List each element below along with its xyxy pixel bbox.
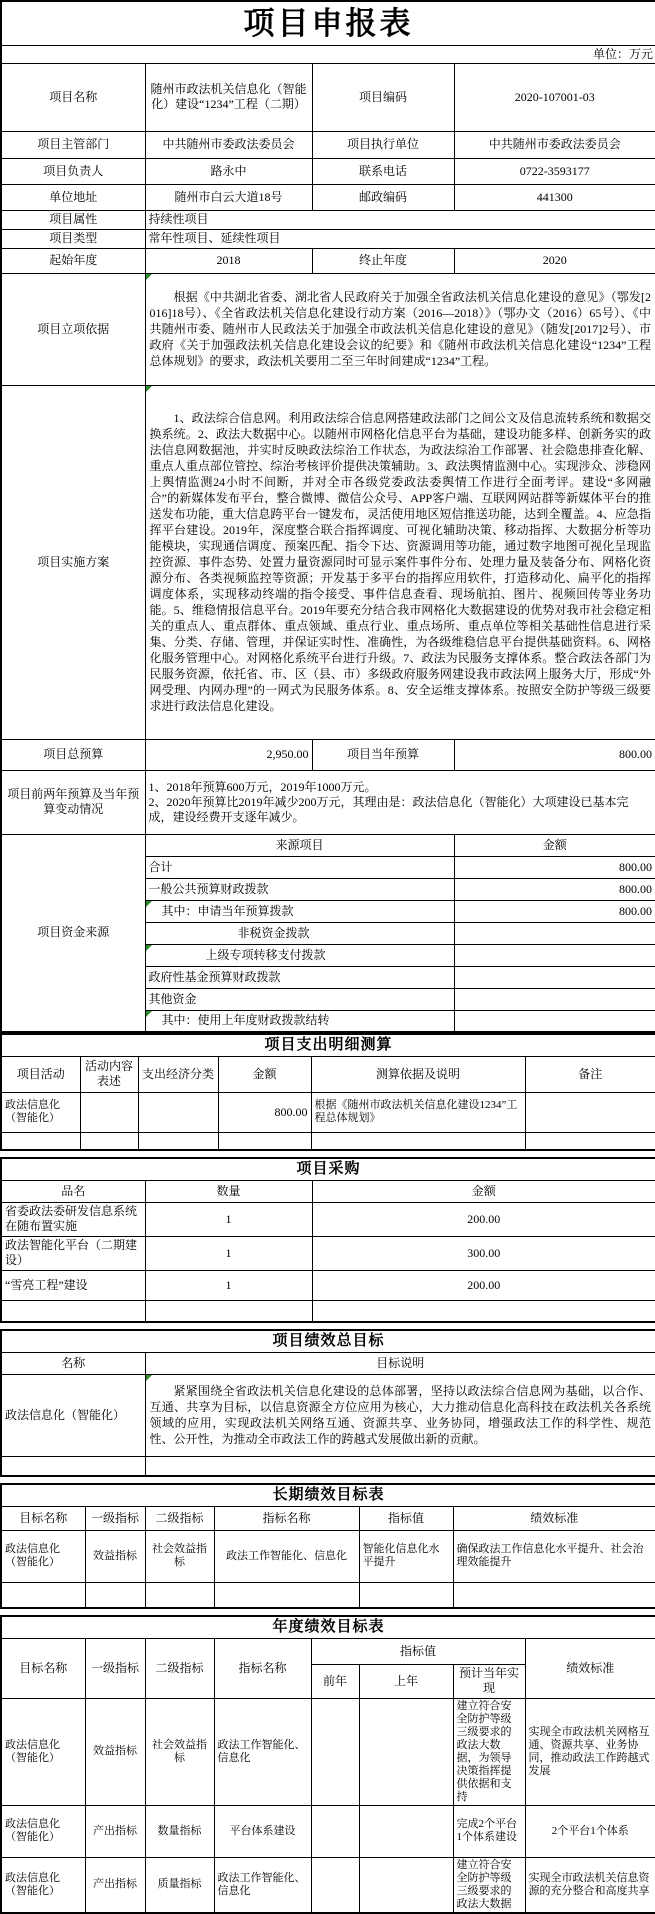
procurement-table xyxy=(0,1157,655,1323)
annual-header-prev2: 前年 xyxy=(311,1664,359,1698)
overall-goal-section-title: 项目绩效总目标 xyxy=(1,1330,655,1352)
annual-goal: 政法信息化（智能化） xyxy=(1,1698,85,1805)
annual-prev1 xyxy=(359,1857,453,1913)
unit-note: 单位：万元 xyxy=(1,45,655,63)
procurement-amount: 200.00 xyxy=(312,1270,655,1300)
project-code-label: 项目编码 xyxy=(312,63,454,131)
annual-prev1 xyxy=(359,1698,453,1805)
expense-content xyxy=(80,1132,138,1150)
annual-level2: 质量指标 xyxy=(145,1857,214,1913)
annual-header-prev1: 上年 xyxy=(359,1664,453,1698)
address-value: 随州市白云大道18号 xyxy=(145,184,312,210)
annual-prev2 xyxy=(311,1698,359,1805)
longterm-section-title: 长期绩效目标表 xyxy=(1,1484,655,1506)
exec-unit-label: 项目执行单位 xyxy=(312,131,454,158)
budget-change-value xyxy=(145,770,655,834)
project-name-value: 随州市政法机关信息化（智能化）建设“1234”工程（二期） xyxy=(145,63,312,131)
expense-note xyxy=(525,1092,655,1132)
funding-row-amount xyxy=(454,1010,655,1032)
budget-change-label: 项目前两年预算及当年预算变动情况 xyxy=(1,770,145,834)
longterm-header-level1: 一级指标 xyxy=(85,1506,145,1530)
annual-indicator: 政法工作智能化、信息化 xyxy=(214,1698,311,1805)
annual-row xyxy=(1,1857,655,1913)
expense-activity xyxy=(1,1132,80,1150)
longterm-goal: 政法信息化（智能化） xyxy=(1,1530,85,1582)
longterm-level1 xyxy=(85,1582,145,1608)
annual-header-indicator: 指标名称 xyxy=(214,1638,311,1698)
annual-goal: 政法信息化（智能化） xyxy=(1,1805,85,1857)
annual-level2: 社会效益指标 xyxy=(145,1698,214,1805)
funding-row-name: 其中：申请当年预算拨款 xyxy=(145,900,454,922)
expense-category xyxy=(138,1092,218,1132)
procurement-item xyxy=(1,1300,145,1322)
procurement-amount xyxy=(312,1300,655,1322)
longterm-goal xyxy=(1,1582,85,1608)
basis-label: 项目立项依据 xyxy=(1,273,145,385)
total-budget-label: 项目总预算 xyxy=(1,739,145,770)
annual-level1: 效益指标 xyxy=(85,1698,145,1805)
leader-value: 路永中 xyxy=(145,158,312,184)
annual-level2: 数量指标 xyxy=(145,1805,214,1857)
annual-current: 建立符合安全防护等级三级要求的政法大数据，为领导决策指挥提供依据和支持 xyxy=(453,1698,525,1805)
funding-row-amount xyxy=(454,988,655,1010)
annual-prev1 xyxy=(359,1805,453,1857)
procurement-header-amount: 金额 xyxy=(312,1180,655,1202)
year-budget-label: 项目当年预算 xyxy=(312,739,454,770)
procurement-header-qty: 数量 xyxy=(145,1180,312,1202)
annual-level1: 产出指标 xyxy=(85,1857,145,1913)
annual-header-current: 预计当年实现 xyxy=(453,1664,525,1698)
longterm-value: 智能化信息化水平提升 xyxy=(359,1530,453,1582)
expense-content xyxy=(80,1092,138,1132)
procurement-amount: 300.00 xyxy=(312,1236,655,1270)
expense-basis xyxy=(311,1132,525,1150)
annual-indicator: 政法工作智能化、信息化 xyxy=(214,1857,311,1913)
phone-value: 0722-3593177 xyxy=(454,158,655,184)
funding-row-amount xyxy=(454,966,655,988)
procurement-amount: 200.00 xyxy=(312,1202,655,1236)
expense-table xyxy=(0,1033,655,1151)
procurement-qty xyxy=(145,1300,312,1322)
expense-amount: 800.00 xyxy=(218,1092,311,1132)
annual-header-standard: 绩效标准 xyxy=(525,1638,655,1698)
annual-goal: 政法信息化（智能化） xyxy=(1,1857,85,1913)
type-label: 项目类型 xyxy=(1,229,145,248)
longterm-standard xyxy=(453,1582,655,1608)
longterm-row xyxy=(1,1530,655,1582)
overall-goal-row xyxy=(1,1456,655,1476)
expense-category xyxy=(138,1132,218,1150)
funding-row-name: 其他资金 xyxy=(145,988,454,1010)
overall-goal-description: 紧紧围绕全省政法机关信息化建设的总体部署，坚持以政法综合信息网为基础，以合作、互通、共享为目标，以信息资源全方位应用为核心，大力推动信息化高科技在政法机关各系统领域的应用，实现政法机关网络互通、资源共享、业务协同，增强政法工作的科学性、规范性、公开性，为推动全市政法工作的跨越式发展做出新的贡献。 xyxy=(145,1374,655,1456)
annual-prev2 xyxy=(311,1805,359,1857)
total-budget-value: 2,950.00 xyxy=(145,739,312,770)
overall-goal-description xyxy=(145,1456,655,1476)
annual-standard: 2个平台1个体系 xyxy=(525,1805,655,1857)
longterm-header-value: 指标值 xyxy=(359,1506,453,1530)
postcode-value: 441300 xyxy=(454,184,655,210)
type-value: 常年性项目、延续性项目 xyxy=(145,229,655,248)
funding-row-amount: 800.00 xyxy=(454,856,655,878)
project-code-value: 2020-107001-03 xyxy=(454,63,655,131)
expense-header-content: 活动内容表述 xyxy=(80,1056,138,1092)
annual-section-title: 年度绩效目标表 xyxy=(1,1616,655,1638)
expense-header-activity: 项目活动 xyxy=(1,1056,80,1092)
annual-table xyxy=(0,1615,655,1914)
phone-label: 联系电话 xyxy=(312,158,454,184)
procurement-item: 省委政法委研发信息系统在随布置实施 xyxy=(1,1202,145,1236)
longterm-row xyxy=(1,1582,655,1608)
longterm-standard: 确保政法工作信息化水平提升、社会治理效能提升 xyxy=(453,1530,655,1582)
year-budget-value: 800.00 xyxy=(454,739,655,770)
expense-row xyxy=(1,1092,655,1132)
overall-goal-header-desc: 目标说明 xyxy=(145,1352,655,1374)
dept-label: 项目主管部门 xyxy=(1,131,145,158)
postcode-label: 邮政编码 xyxy=(312,184,454,210)
overall-goal-name xyxy=(1,1456,145,1476)
expense-note xyxy=(525,1132,655,1150)
procurement-item: 政法智能化平台（二期建设） xyxy=(1,1236,145,1270)
procurement-row xyxy=(1,1236,655,1270)
funding-source-header: 来源项目 xyxy=(145,834,454,856)
funding-label: 项目资金来源 xyxy=(1,834,145,1032)
attr-value: 持续性项目 xyxy=(145,210,655,229)
longterm-value xyxy=(359,1582,453,1608)
expense-activity: 政法信息化（智能化） xyxy=(1,1092,80,1132)
address-label: 单位地址 xyxy=(1,184,145,210)
exec-unit-value: 中共随州市委政法委员会 xyxy=(454,131,655,158)
longterm-table xyxy=(0,1483,655,1609)
basis-text: 根据《中共湖北省委、湖北省人民政府关于加强全省政法机关信息化建设的意见》（鄂发[2016]18号）、《全省政法机关信息化建设行动方案（2016—2018）》（鄂办文（2016）65号）、《中共随州市委、随州市人民政法关于加强全市政法机关信息化建设的意见》（随发[2017]2号）、市政府《关于加强政法机关信息化建设会议的纪要》和《随州市政法机关信息化建设“1234”工程总体规划》的要求，政法机关要用二至三年时间建成“1234”工程。 xyxy=(145,273,655,385)
procurement-row xyxy=(1,1270,655,1300)
end-year-value: 2020 xyxy=(454,248,655,273)
expense-basis: 根据《随州市政法机关信息化建设1234”工程总体规划》 xyxy=(311,1092,525,1132)
procurement-row xyxy=(1,1202,655,1236)
annual-level1: 产出指标 xyxy=(85,1805,145,1857)
page-title: 项目申报表 xyxy=(1,1,655,45)
procurement-row xyxy=(1,1300,655,1322)
funding-row-name: 上级专项转移支付拨款 xyxy=(145,944,454,966)
longterm-header-level2: 二级指标 xyxy=(145,1506,214,1530)
procurement-qty: 1 xyxy=(145,1202,312,1236)
project-name-label: 项目名称 xyxy=(1,63,145,131)
funding-row-amount: 800.00 xyxy=(454,900,655,922)
budget-change-line1: 1、2018年预算600万元，2019年1000万元。 xyxy=(148,779,377,794)
overall-goal-header-name: 名称 xyxy=(1,1352,145,1374)
dept-value: 中共随州市委政法委员会 xyxy=(145,131,312,158)
procurement-qty: 1 xyxy=(145,1270,312,1300)
expense-row xyxy=(1,1132,655,1150)
expense-header-basis: 测算依据及说明 xyxy=(311,1056,525,1092)
longterm-level2: 社会效益指标 xyxy=(145,1530,214,1582)
procurement-header-item: 品名 xyxy=(1,1180,145,1202)
longterm-header-standard: 绩效标准 xyxy=(453,1506,655,1530)
attr-label: 项目属性 xyxy=(1,210,145,229)
budget-change-line2: 2、2020年预算比2019年减少200万元，其理由是：政法信息化（智能化）大项建设已基本完成，建设经费开支逐年减少。 xyxy=(148,794,629,824)
procurement-section-title: 项目采购 xyxy=(1,1158,655,1180)
funding-row-amount xyxy=(454,922,655,944)
end-year-label: 终止年度 xyxy=(312,248,454,273)
funding-row-name: 政府性基金预算财政拨款 xyxy=(145,966,454,988)
annual-row xyxy=(1,1805,655,1857)
annual-prev2 xyxy=(311,1857,359,1913)
procurement-item: “雪亮工程”建设 xyxy=(1,1270,145,1300)
longterm-indicator xyxy=(214,1582,359,1608)
start-year-label: 起始年度 xyxy=(1,248,145,273)
longterm-indicator: 政法工作智能化、信息化 xyxy=(214,1530,359,1582)
annual-current: 建立符合安全防护等级三级要求的政法大数据 xyxy=(453,1857,525,1913)
annual-current: 完成2个平台1个体系建设 xyxy=(453,1805,525,1857)
plan-text: 1、政法综合信息网。利用政法综合信息网搭建政法部门之间公文及信息流转系统和数据交换系统。2、政法大数据中心。以随州市网格化信息平台为基础，建设功能多样、创新务实的政法信息网数据池，并实时反映政法综治工作状态，为政法综治工作部署、社会隐患排查化解、重点人重点部位管控、综治考核评价提供决策辅助。3、政法舆情监测中心。实现涉众、涉稳网上舆情监测24小时不间断，并对全市各级党委政法委舆情工作进行全面考评。建设“多网融合”的新媒体发布平台，整合微博、微信公众号、APP客户端、互联网网站群等新媒体平台的推送发布功能，重大信息跨平台一键发布，灵活使用地区短信推送功能，达到全覆盖。4、应急指挥平台建设。2019年，深度整合联合指挥调度、可视化辅助决策、移动指挥、大数据分析等功能模块，实现通信调度、预案匹配、指令下达、资源调用等功能，通过数字地图可视化呈现监控资源、事件态势、处置力量资源同时可显示案件事件分布、处理力量及装备分布、网格化资源分布、各类视频监控等资源；开发基于多平台的指挥应用软件，打造移动化、扁平化的指挥调度体系，实现移动终端的指令接受、事件信息查看、现场航拍、图片、视频回传等业务功能。5、维稳情报信息平台。2019年要充分结合我市网格化大数据建设的优势对我市社会稳定相关的重点人、重点群体、重点领域、重点行业、重点场所、重点单位等相关基础性信息进行采集、分类、存储、管理，并保证实时性、准确性，为各级维稳信息平台提供基础资料。6、网格化服务管理中心。对网格化系统平台进行升级。7、政法为民服务支撑体系。整合政法各部门为民服务资源，依托省、市、区（县、市）多级政府服务网建设我市政法网上服务大厅，形成“外网受理、内网办理”的一网式为民服务体系。8、安全运维支撑体系。按照安全防护等级三级要求进行政法信息化建设。 xyxy=(145,385,655,739)
leader-label: 项目负责人 xyxy=(1,158,145,184)
funding-row-name: 合计 xyxy=(145,856,454,878)
funding-amount-header: 金额 xyxy=(454,834,655,856)
longterm-header-goal: 目标名称 xyxy=(1,1506,85,1530)
expense-header-amount: 金额 xyxy=(218,1056,311,1092)
expense-header-note: 备注 xyxy=(525,1056,655,1092)
funding-row-amount: 800.00 xyxy=(454,878,655,900)
annual-standard: 实现全市政法机关网格互通、资源共享、业务协同，推动政法工作跨越式发展 xyxy=(525,1698,655,1805)
overall-goal-name: 政法信息化（智能化） xyxy=(1,1374,145,1456)
annual-indicator: 平台体系建设 xyxy=(214,1805,311,1857)
expense-section-title: 项目支出明细测算 xyxy=(1,1034,655,1056)
overall-goal-table xyxy=(0,1329,655,1477)
funding-row-amount xyxy=(454,944,655,966)
annual-standard: 实现全市政法机关信息资源的充分整合和高度共享 xyxy=(525,1857,655,1913)
expense-amount xyxy=(218,1132,311,1150)
start-year-value: 2018 xyxy=(145,248,312,273)
annual-row xyxy=(1,1698,655,1805)
longterm-header-indicator: 指标名称 xyxy=(214,1506,359,1530)
expense-header-category: 支出经济分类 xyxy=(138,1056,218,1092)
longterm-level2 xyxy=(145,1582,214,1608)
procurement-qty: 1 xyxy=(145,1236,312,1270)
overall-goal-row xyxy=(1,1374,655,1456)
funding-row-name: 非税资金拨款 xyxy=(145,922,454,944)
funding-row-name: 其中：使用上年度财政拨款结转 xyxy=(145,1010,454,1032)
annual-header-level2: 二级指标 xyxy=(145,1638,214,1698)
funding-row-name: 一般公共预算财政拨款 xyxy=(145,878,454,900)
annual-header-value-group: 指标值 xyxy=(311,1638,525,1664)
annual-header-goal: 目标名称 xyxy=(1,1638,85,1698)
longterm-level1: 效益指标 xyxy=(85,1530,145,1582)
annual-header-level1: 一级指标 xyxy=(85,1638,145,1698)
plan-label: 项目实施方案 xyxy=(1,385,145,739)
